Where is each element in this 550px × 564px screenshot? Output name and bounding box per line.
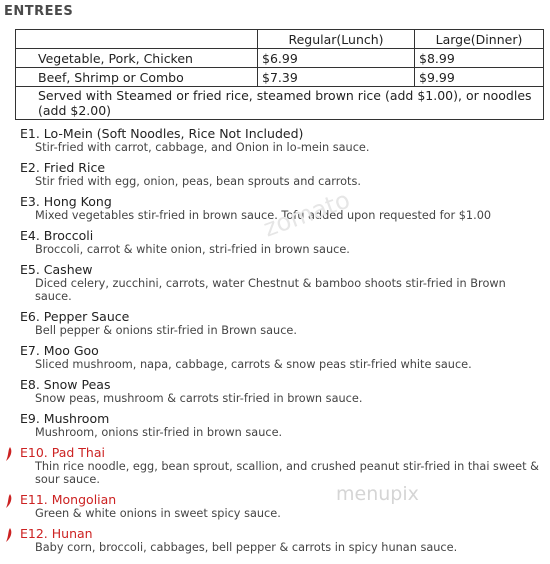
menu-item-description: Stir fried with egg, onion, peas, bean sprouts and carrots. bbox=[35, 175, 361, 188]
table-header-row bbox=[16, 30, 544, 49]
menu-item-description: Sliced mushroom, napa, cabbage, carrots & snow peas stir-fried white sauce. bbox=[35, 358, 472, 371]
menu-item bbox=[0, 309, 550, 343]
menu-item bbox=[0, 411, 550, 445]
chili-pepper-icon bbox=[5, 528, 13, 542]
menu-item-list bbox=[0, 126, 550, 560]
table-cell-large-price: $8.99 bbox=[415, 49, 544, 68]
menu-item-description: Thin rice noodle, egg, bean sprout, scallion, and crushed peanut stir-fried in thai sweet & sour sauce. bbox=[35, 460, 539, 486]
price-table bbox=[15, 29, 544, 120]
table-note-row bbox=[16, 87, 544, 120]
menu-item bbox=[0, 343, 550, 377]
table-row bbox=[16, 49, 544, 68]
menu-item-name: E4. Broccoli bbox=[20, 228, 94, 243]
menu-item-description: Mixed vegetables stir-fried in brown sauce. Tofu added upon requested for $1.00 bbox=[35, 209, 492, 222]
menu-item-description: Broccoli, carrot & white onion, stri-fried in brown sauce. bbox=[35, 243, 350, 256]
menu-item bbox=[0, 377, 550, 411]
page-title: ENTREES bbox=[4, 4, 74, 19]
chili-pepper-icon bbox=[5, 447, 13, 461]
menu-item-name: E7. Moo Goo bbox=[20, 343, 99, 358]
table-cell-label: Vegetable, Pork, Chicken bbox=[16, 49, 258, 68]
menu-item-name: E12. Hunan bbox=[20, 526, 93, 541]
table-header-cell: Regular(Lunch) bbox=[258, 30, 415, 49]
menu-item-description: Stir-fried with carrot, cabbage, and Onion in lo-mein sauce. bbox=[35, 141, 370, 154]
menu-item bbox=[0, 160, 550, 194]
menu-item-description: Snow peas, mushroom & carrots stir-fried in brown sauce. bbox=[35, 392, 363, 405]
menu-item-name: E10. Pad Thai bbox=[20, 445, 105, 460]
menu-item-name: E11. Mongolian bbox=[20, 492, 117, 507]
menu-item bbox=[0, 126, 550, 160]
menu-item-name: E9. Mushroom bbox=[20, 411, 110, 426]
table-header-cell: Large(Dinner) bbox=[415, 30, 544, 49]
menu-item-name: E8. Snow Peas bbox=[20, 377, 111, 392]
chili-pepper-icon bbox=[5, 494, 13, 508]
table-note: Served with Steamed or fried rice, steamed brown rice (add $1.00), or noodles (add $2.00) bbox=[16, 87, 544, 120]
menu-item-name: E2. Fried Rice bbox=[20, 160, 106, 175]
table-header-cell bbox=[16, 30, 258, 49]
table-cell-label: Beef, Shrimp or Combo bbox=[16, 68, 258, 87]
menupix-watermark: menupix bbox=[336, 483, 419, 505]
table-cell-regular-price: $6.99 bbox=[258, 49, 415, 68]
menu-item-description: Baby corn, broccoli, cabbages, bell pepper & carrots in spicy hunan sauce. bbox=[35, 541, 458, 554]
menu-item bbox=[0, 526, 550, 560]
menu-item-name: E5. Cashew bbox=[20, 262, 93, 277]
menu-item-name: E6. Pepper Sauce bbox=[20, 309, 130, 324]
zomato-watermark: zomato bbox=[259, 185, 354, 243]
menu-item-description: Green & white onions in sweet spicy sauce. bbox=[35, 507, 281, 520]
menu-item bbox=[0, 262, 550, 309]
menu-item bbox=[0, 445, 550, 492]
table-cell-large-price: $9.99 bbox=[415, 68, 544, 87]
menu-item-description: Mushroom, onions stir-fried in brown sauce. bbox=[35, 426, 283, 439]
menu-item-description: Diced celery, zucchini, carrots, water Chestnut & bamboo shoots stir-fried in Brown sauce. bbox=[35, 277, 506, 303]
menu-item-name: E3. Hong Kong bbox=[20, 194, 112, 209]
menu-item-name: E1. Lo-Mein (Soft Noodles, Rice Not Included) bbox=[20, 126, 304, 141]
table-cell-regular-price: $7.39 bbox=[258, 68, 415, 87]
table-row bbox=[16, 68, 544, 87]
menu-item bbox=[0, 492, 550, 526]
menu-item-description: Bell pepper & onions stir-fried in Brown sauce. bbox=[35, 324, 297, 337]
